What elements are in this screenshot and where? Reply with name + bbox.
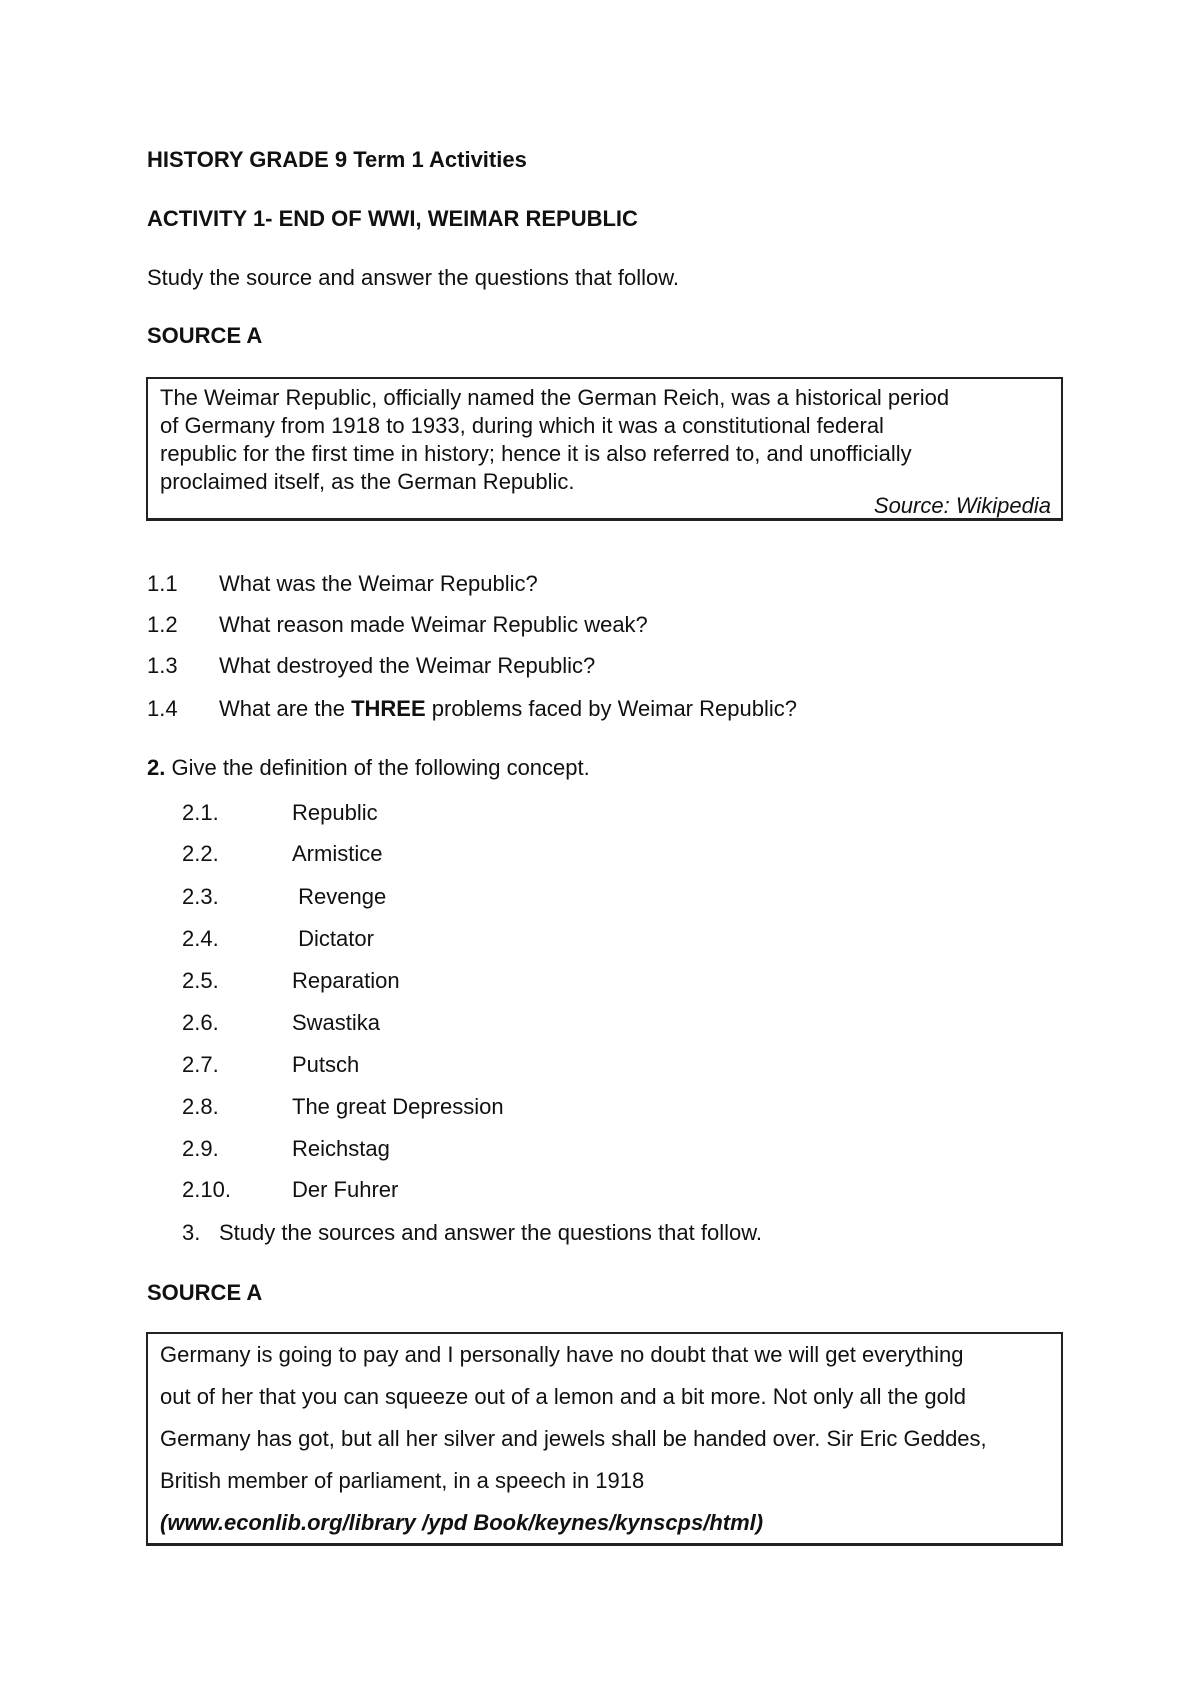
concept-number: 2.1. xyxy=(182,800,219,825)
question-text-post: problems faced by Weimar Republic? xyxy=(425,696,797,721)
question-3-number: 3. xyxy=(182,1220,201,1245)
concept-number: 2.10. xyxy=(182,1177,231,1202)
question-3-text: Study the sources and answer the questions that follow. xyxy=(219,1220,762,1245)
activity-heading: ACTIVITY 1- END OF WWI, WEIMAR REPUBLIC xyxy=(147,206,638,231)
source-a2-line: Germany is going to pay and I personally have no doubt that we will get everything xyxy=(160,1342,964,1367)
concept-number: 2.5. xyxy=(182,968,219,993)
concept-term: Putsch xyxy=(292,1052,360,1077)
question-text: What reason made Weimar Republic weak? xyxy=(219,612,648,637)
source-a-box-1 xyxy=(146,377,1063,521)
source-a1-line: proclaimed itself, as the German Republic. xyxy=(160,469,575,494)
source-a2-line: Germany has got, but all her silver and jewels shall be handed over. Sir Eric Geddes, xyxy=(160,1426,987,1451)
question-text: What destroyed the Weimar Republic? xyxy=(219,653,596,678)
source-a1-line: of Germany from 1918 to 1933, during which it was a constitutional federal xyxy=(160,413,884,438)
question-number: 1.1 xyxy=(147,571,178,596)
source-a1-line: The Weimar Republic, officially named the German Reich, was a historical period xyxy=(160,385,950,410)
source-a-box-2 xyxy=(146,1332,1063,1546)
concept-term: Swastika xyxy=(292,1010,381,1035)
source-a1-citation: Source: Wikipedia xyxy=(873,493,1051,518)
concept-number: 2.8. xyxy=(182,1094,219,1119)
question-2-number: 2. xyxy=(147,755,166,780)
concept-term: Dictator xyxy=(292,926,374,951)
concept-number: 2.2. xyxy=(182,841,219,866)
source-a2-line: British member of parliament, in a speech in 1918 xyxy=(160,1468,645,1493)
question-text-emphasis: THREE xyxy=(351,696,426,721)
concept-term: Reichstag xyxy=(292,1136,390,1161)
concept-term: Reparation xyxy=(292,968,400,993)
concept-term: Republic xyxy=(292,800,378,825)
concept-number: 2.7. xyxy=(182,1052,219,1077)
source-a-heading-1: SOURCE A xyxy=(147,323,263,348)
concept-term: Revenge xyxy=(292,884,387,909)
concept-number: 2.6. xyxy=(182,1010,219,1035)
instruction-text: Study the source and answer the questions that follow. xyxy=(147,265,679,290)
document-title: HISTORY GRADE 9 Term 1 Activities xyxy=(147,147,527,172)
source-a1-line: republic for the first time in history; hence it is also referred to, and unofficially xyxy=(160,441,912,466)
question-text: What was the Weimar Republic? xyxy=(219,571,538,596)
source-a2-line: out of her that you can squeeze out of a lemon and a bit more. Not only all the gold xyxy=(160,1384,966,1409)
question-number: 1.3 xyxy=(147,653,178,678)
question-2-text: Give the definition of the following concept. xyxy=(165,755,590,780)
source-a2-citation: (www.econlib.org/library /ypd Book/keynes/kynscps/html) xyxy=(160,1510,764,1535)
concept-number: 2.9. xyxy=(182,1136,219,1161)
concept-term: Der Fuhrer xyxy=(292,1177,399,1202)
concept-term: Armistice xyxy=(292,841,383,866)
question-2 xyxy=(147,755,590,781)
question-number: 1.2 xyxy=(147,612,178,637)
concept-term: The great Depression xyxy=(292,1094,504,1119)
question-text xyxy=(219,696,797,722)
source-a-heading-2: SOURCE A xyxy=(147,1280,263,1305)
concept-number: 2.3. xyxy=(182,884,219,909)
question-text-pre: What are the xyxy=(219,696,352,721)
concept-number: 2.4. xyxy=(182,926,219,951)
question-number: 1.4 xyxy=(147,696,178,721)
